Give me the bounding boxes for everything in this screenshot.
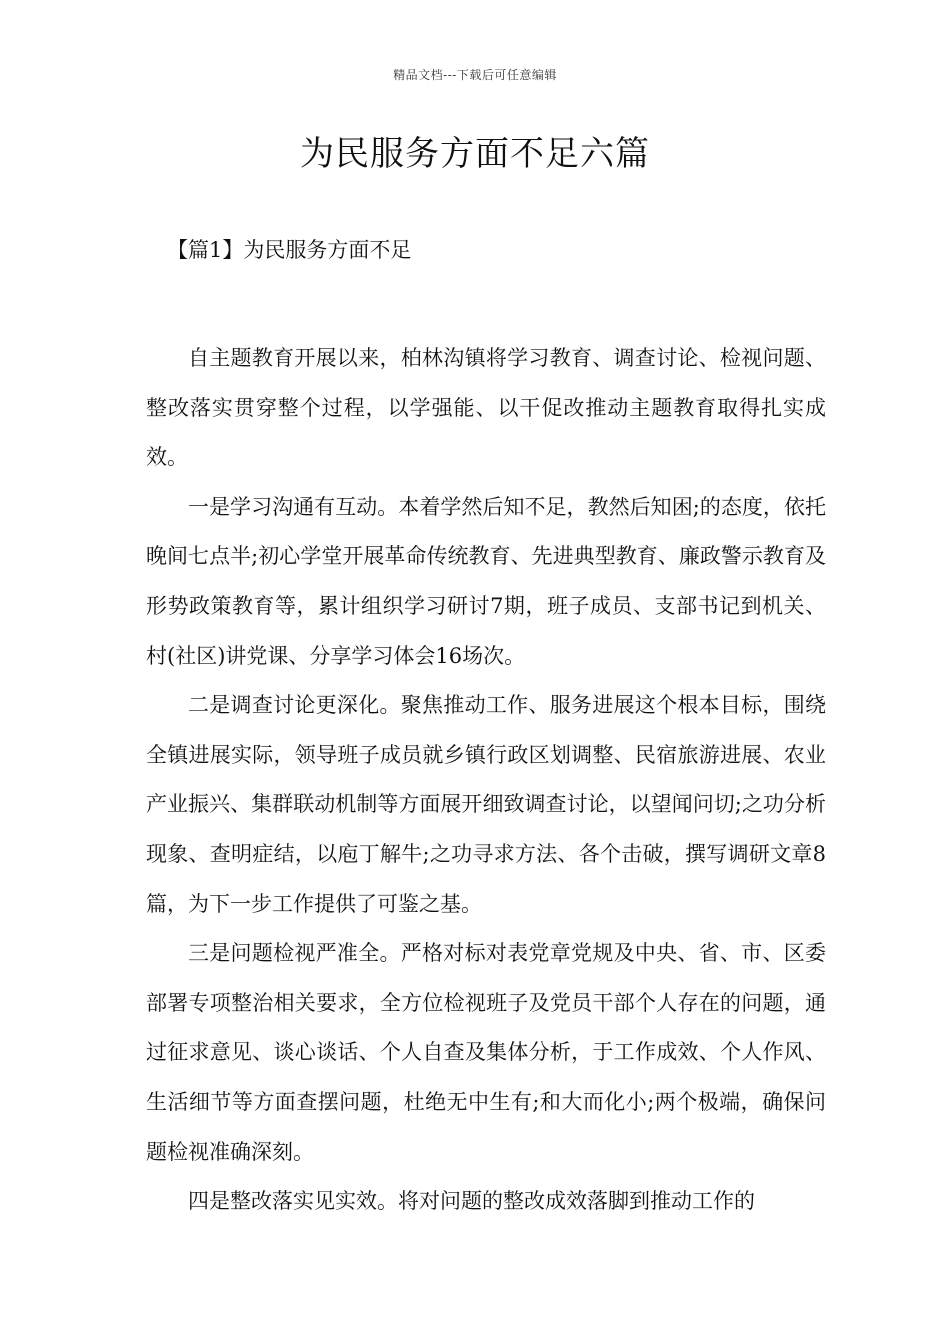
paragraph-research: 二是调查讨论更深化。聚焦推动工作、服务进展这个根本目标，围绕全镇进展实际，领导班子成员就乡镇行政区划调整、民宿旅游进展、农业产业振兴、集群联动机制等方面展开细致调查讨论，以望闻问切;之功分析现象、查明症结，以庖丁解牛;之功寻求方法、各个击破，撰写调研文章8篇，为下一步工作提供了可鉴之基。 (146, 693, 826, 916)
header-note: 精品文档---下载后可任意编辑 (393, 68, 557, 82)
paragraph-intro: 自主题教育开展以来，柏林沟镇将学习教育、调查讨论、检视问题、整改落实贯穿整个过程，以学强能、以干促改推动主题教育取得扎实成效。 (146, 346, 826, 470)
document-title: 为民服务方面不足六篇 (300, 134, 650, 174)
section-heading: 【篇1】为民服务方面不足 (167, 238, 412, 262)
paragraph-rectification: 四是整改落实见实效。将对问题的整改成效落脚到推动工作的 (188, 1189, 755, 1214)
paragraph-study: 一是学习沟通有互动。本着学然后知不足，教然后知困;的态度，依托晚间七点半;初心学堂开展革命传统教育、先进典型教育、廉政警示教育及形势政策教育等，累计组织学习研讨7期，班子成员、支部书记到机关、村(社区)讲党课、分享学习体会16场次。 (146, 494, 826, 668)
document-body (146, 334, 826, 1227)
paragraph-inspection: 三是问题检视严准全。严格对标对表党章党规及中央、省、市、区委部署专项整治相关要求，全方位检视班子及党员干部个人存在的问题，通过征求意见、谈心谈话、个人自查及集体分析，于工作成效、个人作风、生活细节等方面查摆问题，杜绝无中生有;和大而化小;两个极端，确保问题检视准确深刻。 (146, 941, 826, 1164)
